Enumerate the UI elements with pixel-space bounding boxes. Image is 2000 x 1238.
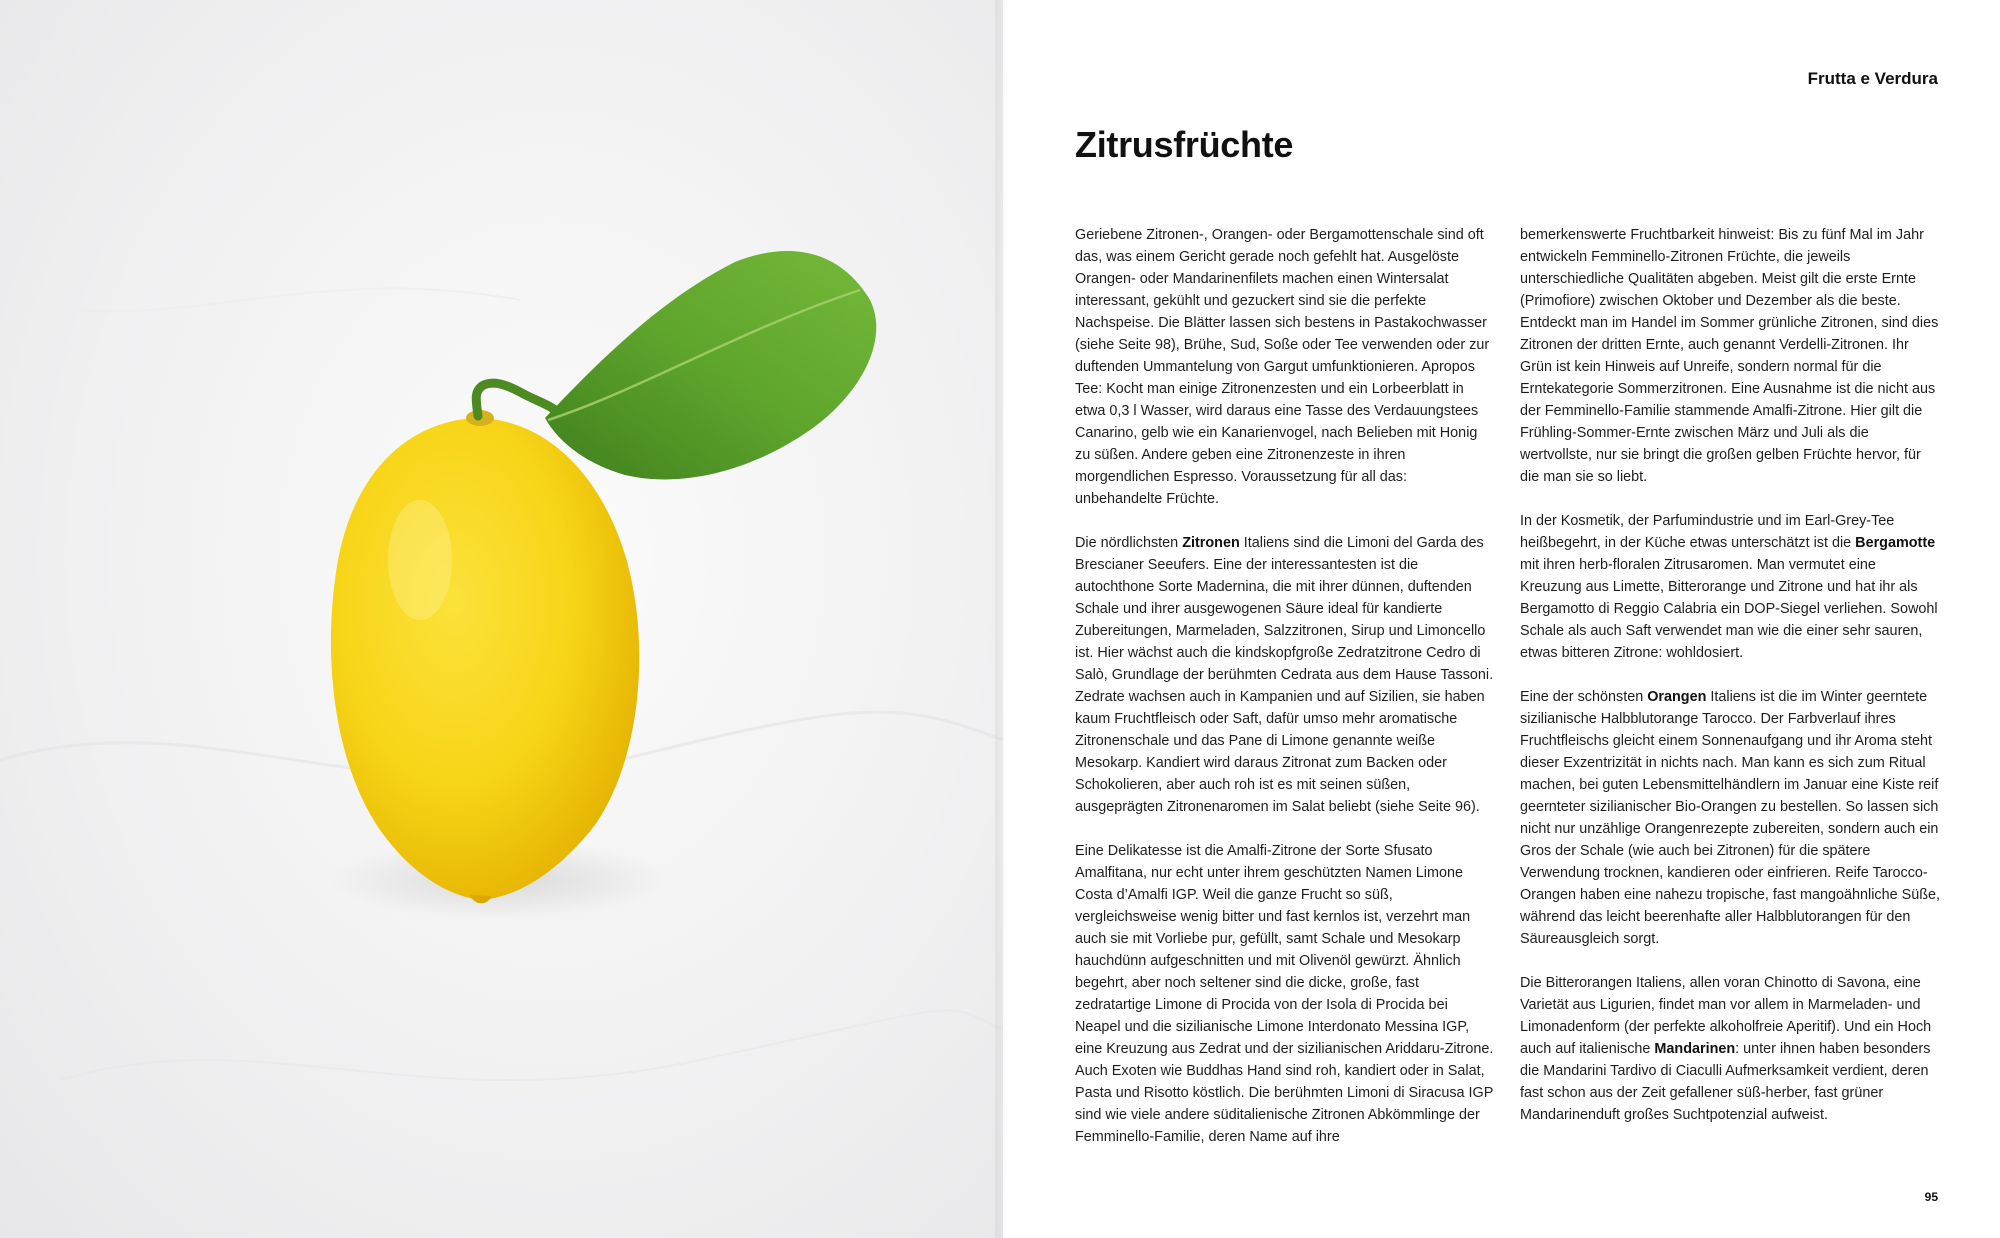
keyword-zitronen: Zitronen xyxy=(1182,535,1240,551)
paragraph: Eine der schönsten Orangen Italiens ist die im Winter geerntete sizilianische Halbblutorange Tarocco. Der Farbverlauf ihres Fruchtfleischs gleicht einem Sonnenaufgang und ihr Aroma steht dieser Exzentrizität in nichts nach. Man kann es sich zum Ritual machen, bei guten Lebensmittelhändlern im Januar eine Kiste reif geernteter sizilianischer Bio-Orangen zu bestellen. So lassen sich nicht nur unzählige Orangenrezepte zubereiten, sondern auch ein Gros der Schale (wie auch bei Zitronen) für die spätere Verwendung trocknen, kandieren oder einfrieren. Reife Tarocco-Orangen haben eine nahezu tropische, fast mangoähnliche Süße, während das leicht beerenhafte aller Halbblutorangen für den Säureausgleich sorgt. xyxy=(1520,689,1941,947)
paragraph: Die nördlichsten Zitronen Italiens sind die Limoni del Garda des Brescianer Seeufers. Eine der interessantesten ist die autochthone Sorte Madernina, die mit ihrer dünnen, duftenden Schale und ihrer ausgewogenen Säure ideal für kandierte Zubereitungen, Marmeladen, Salzzitronen, Sirup und Limoncello ist. Hier wächst auch die kindskopfgroße Zedratzitrone Cedro di Salò, Grundlage der berühmten Cedrata aus dem Hause Tassoni. Zedrate wachsen auch in Kampanien und auf Sizilien, sie haben kaum Fruchtfleisch oder Saft, dafür umso mehr aromatische Zitronenschale und das Pane di Limone genannte weiße Mesokarp. Kandiert wird daraus Zitronat zum Backen oder Schokolieren, aber auch roh ist es mit seinen süßen, ausgeprägten Zitronenaromen im Salat beliebt (siehe Seite 96). xyxy=(1075,535,1494,815)
paragraph: bemerkenswerte Fruchtbarkeit hinweist: Bis zu fünf Mal im Jahr entwickeln Femminello-Zitronen Früchte, die jeweils unterschiedliche Qualitäten abgeben. Meist gilt die erste Ernte (Primofiore) zwischen Oktober und Dezember als die beste. Entdeckt man im Handel im Sommer grünliche Zitronen, sind dies Zitronen der dritten Ernte, auch genannt Verdelli-Zitronen. Ihr Grün ist kein Hinweis auf Unreife, sondern normal für die Erntekategorie Sommerzitronen. Eine Ausnahme ist die nicht aus der Femminello-Familie stammende Amalfi-Zitrone. Hier gilt die Frühling-Sommer-Ernte zwischen März und Juli als die wertvollste, nur sie bringt die großen gelben Früchte hervor, für die man sie so liebt. xyxy=(1520,227,1939,485)
text-column-left xyxy=(1075,224,1495,1170)
keyword-bergamotte: Bergamotte xyxy=(1855,535,1936,551)
lemon-highlight xyxy=(388,500,452,620)
paragraph: In der Kosmetik, der Parfumindustrie und im Earl-Grey-Tee heißbegehrt, in der Küche etwas unterschätzt ist die Bergamotte mit ihren herb-floralen Zitrusaromen. Man vermutet eine Kreuzung aus Limette, Bitterorange und Zitrone und hat ihr als Bergamotto di Reggio Calabria ein DOP-Siegel verliehen. Sowohl Schale als auch Saft verwendet man wie die einer sehr sauren, etwas bitteren Zitrone: wohldosiert. xyxy=(1520,513,1938,661)
text-column-right xyxy=(1520,224,1940,1148)
paragraph: Die Bitterorangen Italiens, allen voran Chinotto di Savona, eine Varietät aus Ligurien, findet man vor allem in Marmeladen- und Limonadenform (der perfekte alkoholfreie Aperitif). Und ein Hoch auch auf italienische Mandarinen: unter ihnen haben besonders die Mandarini Tardivo di Ciaculli Aufmerksamkeit verdient, deren fast schon aus der Zeit gefallener süß-herber, fast grüner Mandarinenduft großes Suchtpotenzial aufweist. xyxy=(1520,975,1932,1123)
page-number: 95 xyxy=(1924,1190,1938,1204)
marble-vein xyxy=(0,288,520,311)
text-page xyxy=(1003,0,2000,1238)
marble-vein xyxy=(60,1010,1003,1080)
lemon-stem xyxy=(476,383,555,416)
keyword-orangen: Orangen xyxy=(1647,689,1707,705)
page-title: Zitrusfrüchte xyxy=(1075,124,1294,165)
section-label: Frutta e Verdura xyxy=(1807,69,1938,88)
paragraph: Geriebene Zitronen-, Orangen- oder Bergamottenschale sind oft das, was einem Gericht gerade noch gefehlt hat. Ausgelöste Orangen- oder Mandarinenfilets machen einen Wintersalat interessant, gekühlt und gezuckert sind sie die perfekte Nachspeise. Die Blätter lassen sich bestens in Pastakochwasser (siehe Seite 98), Brühe, Sud, Soße oder Tee verwenden oder zur duftenden Ummantelung von Gargut umfunktionieren. Apropos Tee: Kocht man einige Zitronenzesten und ein Lorbeerblatt in etwa 0,3 l Wasser, wird daraus eine Tasse des Verdauungstees Canarino, gelb wie ein Kanarienvogel, nach Belieben mit Honig zu süßen. Andere geben eine Zitronenzeste in ihren morgendlichen Espresso. Voraussetzung für all das: unbehandelte Früchte. xyxy=(1075,227,1490,507)
lemon-body xyxy=(331,418,639,900)
keyword-mandarinen: Mandarinen xyxy=(1654,1041,1736,1057)
paragraph: Eine Delikatesse ist die Amalfi-Zitrone der Sorte Sfusato Amalfitana, nur echt unter ihrem geschützten Namen Limone Costa d’Amalfi IGP. Weil die ganze Frucht so süß, vergleichsweise wenig bitter und fast kernlos ist, verzehrt man auch sie mit Vorliebe pur, gefüllt, samt Schale und Mesokarp hauchdünn aufgeschnitten und mit Olivenöl gewürzt. Ähnlich begehrt, aber noch seltener sind die dicke, große, fast zedratartige Limone di Procida von der Isola di Procida bei Neapel und die sizilianische Limone Interdonato Messina IGP, eine Kreuzung aus Zedrat und der sizilianischen Ariddaru-Zitrone. Auch Exoten wie Buddhas Hand sind roh, kandiert oder in Salat, Pasta und Risotto köstlich. Die berühmten Limoni di Siracusa IGP sind wie viele andere süditalienische Zitronen Abkömmlinge der Femminello-Familie, deren Name auf ihre xyxy=(1075,843,1494,1145)
lemon-leaf xyxy=(545,251,876,479)
